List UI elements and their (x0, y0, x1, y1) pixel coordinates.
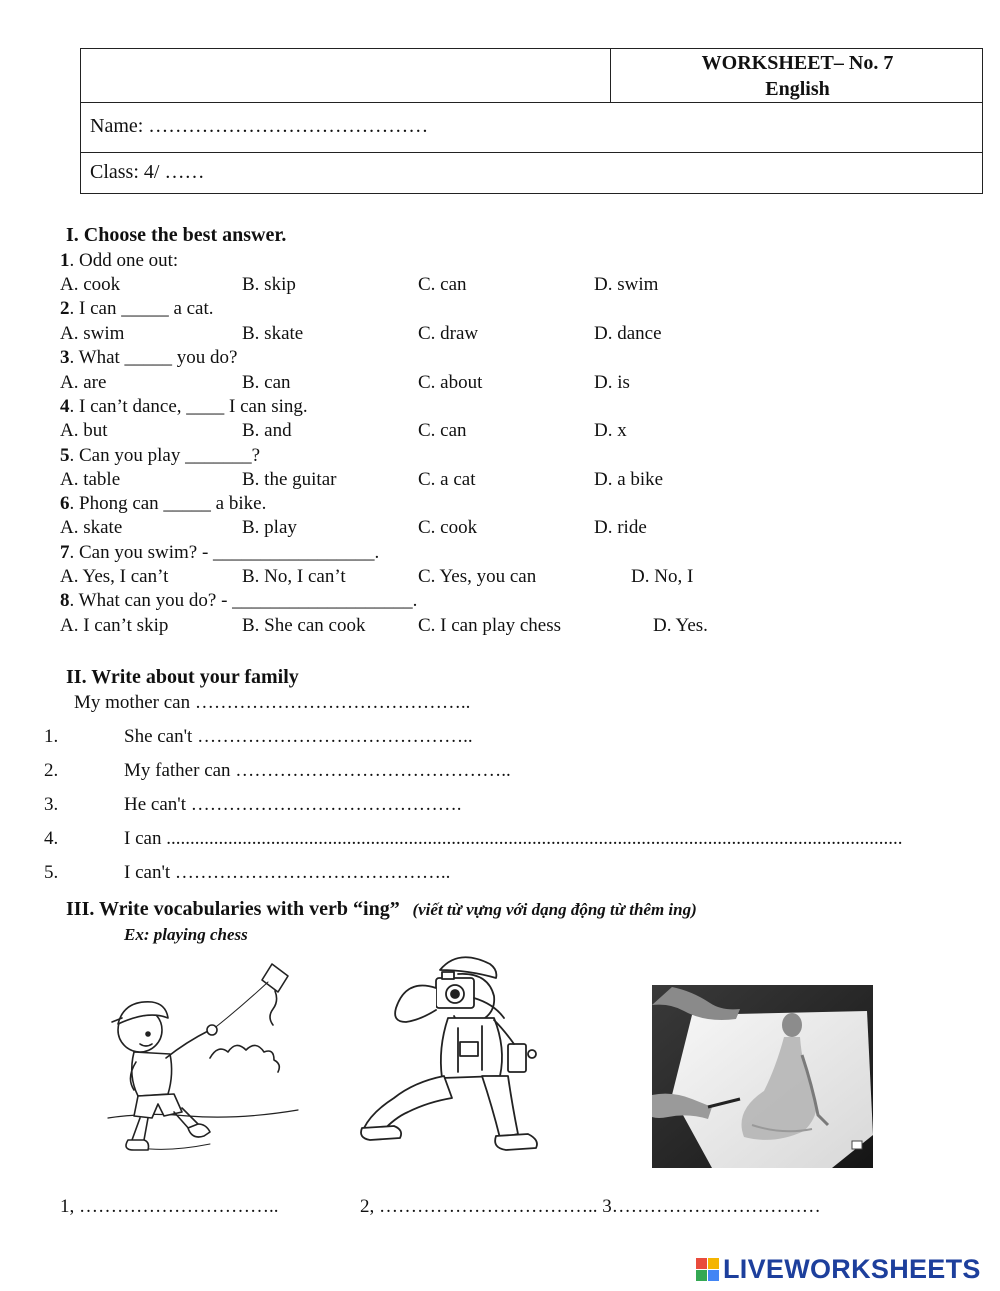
q6-option-a[interactable]: A. skate (60, 517, 123, 538)
section2-title: II. Write about your family (66, 666, 299, 688)
question-number: 2 (60, 298, 70, 319)
q3-option-b[interactable]: B. can (242, 372, 291, 393)
question-number: 5 (60, 445, 70, 466)
family-intro-line[interactable]: My mother can …………………………………….. (74, 692, 471, 713)
q6-option-b[interactable]: B. play (242, 517, 297, 538)
question-5 (60, 445, 260, 467)
q8-option-a[interactable]: A. I can’t skip (60, 615, 169, 636)
question-text: . Phong can _____ a bike. (69, 493, 267, 514)
q7-option-b[interactable]: B. No, I can’t (242, 566, 346, 587)
question-6 (60, 493, 266, 515)
question-number: 4 (60, 396, 70, 417)
family-line-5[interactable]: I can't …………………………………….. (124, 862, 451, 883)
question-8 (60, 590, 417, 612)
q4-option-b[interactable]: B. and (242, 420, 292, 441)
q7-option-d[interactable]: D. No, I (631, 566, 694, 587)
question-number: 1 (60, 250, 70, 271)
question-text: . I can _____ a cat. (69, 298, 214, 319)
section3-note: (viết từ vựng với dạng động từ thêm ing) (412, 900, 697, 919)
family-line-4[interactable]: I can ........................................................................................................................................................... (124, 828, 903, 849)
q5-option-d[interactable]: D. a bike (594, 469, 664, 490)
worksheet-title-cell (611, 50, 984, 102)
question-4 (60, 396, 308, 418)
liveworksheets-logo-icon (696, 1258, 720, 1282)
picture-answer-2-3[interactable]: 2, …………………………….. 3…………………………… (360, 1196, 821, 1217)
q3-option-c[interactable]: C. about (418, 372, 483, 393)
q7-option-a[interactable]: A. Yes, I can’t (60, 566, 169, 587)
q8-option-c[interactable]: C. I can play chess (418, 615, 561, 636)
family-item-number: 2. (44, 760, 59, 781)
question-number: 7 (60, 542, 70, 563)
q2-option-a[interactable]: A. swim (60, 323, 125, 344)
q2-option-c[interactable]: C. draw (418, 323, 479, 344)
header-table (80, 48, 983, 194)
worksheet-title: WORKSHEET– No. 7 (701, 52, 894, 74)
question-text: . I can’t dance, ____ I can sing. (69, 396, 308, 417)
q4-option-d[interactable]: D. x (594, 420, 627, 441)
question-2 (60, 298, 214, 320)
question-3 (60, 347, 238, 369)
name-field[interactable]: Name: …………………………………… (90, 115, 429, 137)
family-item-number: 5. (44, 862, 59, 883)
question-text: . What _____ you do? (69, 347, 238, 368)
kite-icon (262, 964, 288, 992)
family-item-number: 4. (44, 828, 59, 849)
family-line-3[interactable]: He can't ……………………………………. (124, 794, 462, 815)
q2-option-d[interactable]: D. dance (594, 323, 662, 344)
question-7 (60, 542, 379, 564)
liveworksheets-brand: LIVEWORKSHEETS (723, 1254, 981, 1284)
drawing-photo-image (652, 985, 873, 1168)
photographer-image (358, 948, 548, 1168)
question-number: 3 (60, 347, 70, 368)
question-text: . Odd one out: (69, 250, 179, 271)
q8-option-d[interactable]: D. Yes. (653, 615, 708, 636)
q2-option-b[interactable]: B. skate (242, 323, 304, 344)
q1-option-c[interactable]: C. can (418, 274, 467, 295)
q4-option-a[interactable]: A. but (60, 420, 108, 441)
class-field[interactable]: Class: 4/ …… (90, 161, 205, 183)
question-text: . Can you play _______? (69, 445, 261, 466)
family-item-number: 3. (44, 794, 59, 815)
q1-option-a[interactable]: A. cook (60, 274, 121, 295)
q3-option-a[interactable]: A. are (60, 372, 107, 393)
q6-option-d[interactable]: D. ride (594, 517, 647, 538)
q6-option-c[interactable]: C. cook (418, 517, 478, 538)
q4-option-c[interactable]: C. can (418, 420, 467, 441)
q5-option-c[interactable]: C. a cat (418, 469, 476, 490)
q8-option-b[interactable]: B. She can cook (242, 615, 366, 636)
family-item-number: 1. (44, 726, 59, 747)
section1-title: I. Choose the best answer. (66, 224, 287, 246)
kite-flying-boy-image (100, 958, 300, 1166)
question-number: 8 (60, 590, 70, 611)
q7-option-c[interactable]: C. Yes, you can (418, 566, 537, 587)
section3-title: III. Write vocabularies with verb “ing” (66, 898, 400, 920)
q5-option-a[interactable]: A. table (60, 469, 121, 490)
q1-option-d[interactable]: D. swim (594, 274, 659, 295)
q1-option-b[interactable]: B. skip (242, 274, 296, 295)
worksheet-subject: English (765, 78, 830, 100)
question-1 (60, 250, 178, 272)
question-text: . Can you swim? - _________________. (69, 542, 380, 563)
q5-option-b[interactable]: B. the guitar (242, 469, 337, 490)
q3-option-d[interactable]: D. is (594, 372, 630, 393)
family-line-1[interactable]: She can't …………………………………….. (124, 726, 473, 747)
family-line-2[interactable]: My father can …………………………………….. (124, 760, 511, 781)
question-number: 6 (60, 493, 70, 514)
picture-answer-1[interactable]: 1, ………………………….. (60, 1196, 279, 1217)
section3-example: Ex: playing chess (124, 925, 248, 944)
section3-heading (66, 898, 697, 921)
question-text: . What can you do? - ___________________. (69, 590, 418, 611)
